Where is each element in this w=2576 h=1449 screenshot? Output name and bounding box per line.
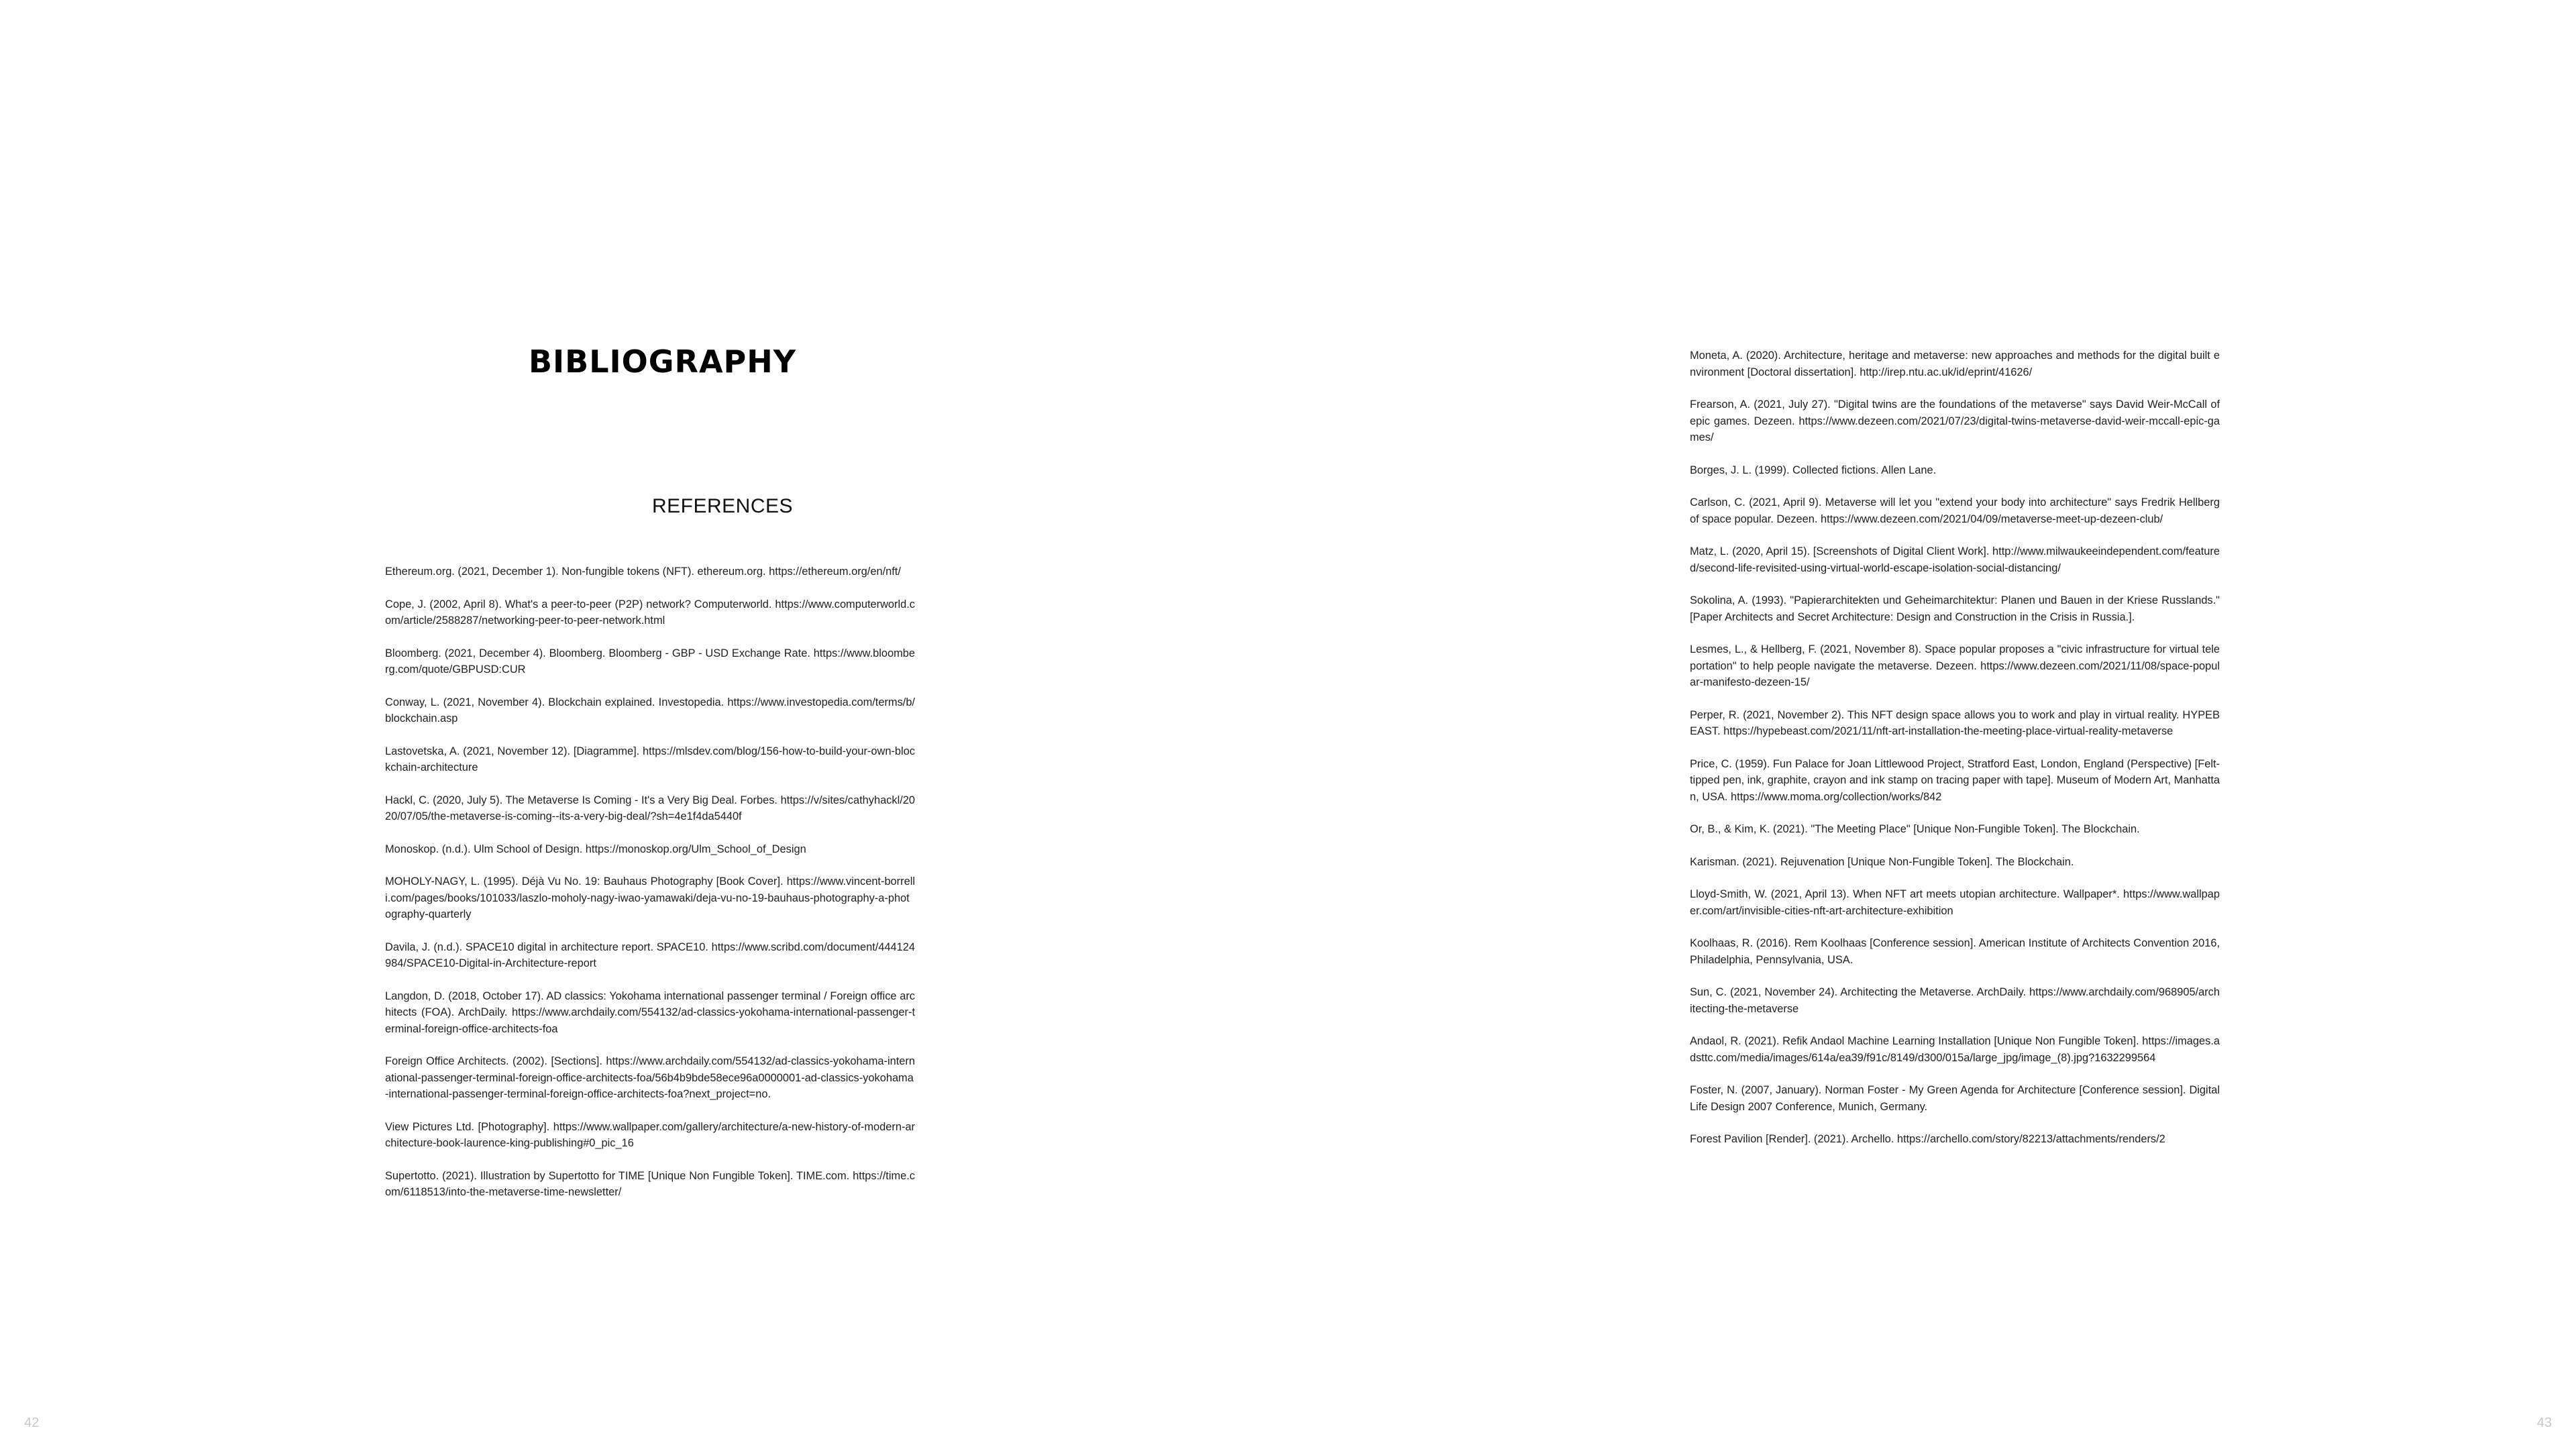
reference-item: Foster, N. (2007, January). Norman Foster - My Green Agenda for Architecture [Conference session]. Digital Life Design 2007 Conference, Munich, Germany.	[1690, 1084, 2220, 1113]
reference-item: Price, C. (1959). Fun Palace for Joan Littlewood Project, Stratford East, London, England (Perspective) [Felt-tipped pen, ink, graphite, crayon and ink stamp on tracing paper with tape]. Museum of Modern Art, Manhattan, USA. https://www.moma.org/collection/works/842	[1690, 757, 2220, 803]
reference-item: Borges, J. L. (1999). Collected fictions. Allen Lane.	[1690, 464, 1937, 476]
references-list-right	[1690, 347, 2220, 1164]
reference-item: Conway, L. (2021, November 4). Blockchain explained. Investopedia. https://www.investopedia.com/terms/b/blockchain.asp	[385, 696, 915, 724]
reference-item: Hackl, C. (2020, July 5). The Metaverse Is Coming - It's a Very Big Deal. Forbes. https://v/sites/cathyhackl/2020/07/05/the-metaverse-is-coming--its-a-very-big-deal/?sh=4e1f4da5440f	[385, 794, 915, 822]
right-page	[1288, 0, 2576, 1449]
reference-item: Lloyd-Smith, W. (2021, April 13). When NFT art meets utopian architecture. Wallpaper*. https://www.wallpaper.com/art/invisible-cities-nft-art-architecture-exhibition	[1690, 888, 2220, 917]
section-subtitle: REFERENCES	[652, 495, 794, 517]
reference-item: Koolhaas, R. (2016). Rem Koolhaas [Conference session]. American Institute of Architects Convention 2016, Philadelphia, Pennsylvania, USA.	[1690, 937, 2220, 966]
reference-item: Matz, L. (2020, April 15). [Screenshots of Digital Client Work]. http://www.milwaukeeindependent.com/featured/second-life-revisited-using-virtual-world-escape-isolation-social-distancing/	[1690, 545, 2220, 574]
reference-item: Foreign Office Architects. (2002). [Sections]. https://www.archdaily.com/554132/ad-classics-yokohama-international-passenger-terminal-foreign-office-architects-foa/56b4b9bde58ece96a0000001-ad-classics-yokohama-international-passenger-terminal-foreign-office-architects-foa?next_project=no.	[385, 1055, 915, 1100]
page-number: 42	[24, 1415, 40, 1430]
reference-item: Sokolina, A. (1993). "Papierarchitekten und Geheimarchitektur: Planen und Bauen in der Kriese Russlands." [Paper Architects and Secret Architecture: Design and Construction in the Crisis in Russia.].	[1690, 594, 2220, 623]
reference-item: Sun, C. (2021, November 24). Architecting the Metaverse. ArchDaily. https://www.archdaily.com/968905/architecting-the-metaverse	[1690, 986, 2220, 1015]
reference-item: Perper, R. (2021, November 2). This NFT design space allows you to work and play in virtual reality. HYPEBEAST. https://hypebeast.com/2021/11/nft-art-installation-the-meeting-place-virtual-reality-metaverse	[1690, 708, 2220, 737]
reference-item: Cope, J. (2002, April 8). What's a peer-to-peer (P2P) network? Computerworld. https://www.computerworld.com/article/2588287/networking-peer-to-peer-network.html	[385, 598, 915, 627]
reference-item: Carlson, C. (2021, April 9). Metaverse will let you "extend your body into architecture" says Fredrik Hellberg of space popular. Dezeen. https://www.dezeen.com/2021/04/09/metaverse-meet-up-dezeen-club/	[1690, 496, 2220, 525]
reference-item: Lesmes, L., & Hellberg, F. (2021, November 8). Space popular proposes a "civic infrastructure for virtual teleportation" to help people navigate the metaverse. Dezeen. https://www.dezeen.com/2021/11/08/space-popular-manifesto-dezeen-15/	[1690, 643, 2220, 688]
reference-item: Davila, J. (n.d.). SPACE10 digital in architecture report. SPACE10. https://www.scribd.com/document/444124984/SPACE10-Digital-in-Architecture-report	[385, 941, 915, 969]
page-number: 43	[2536, 1415, 2552, 1430]
reference-item: Lastovetska, A. (2021, November 12). [Diagramme]. https://mlsdev.com/blog/156-how-to-build-your-own-blockchain-architecture	[385, 745, 915, 773]
reference-item: Moneta, A. (2020). Architecture, heritage and metaverse: new approaches and methods for the digital built environment [Doctoral dissertation]. http://irep.ntu.ac.uk/id/eprint/41626/	[1690, 350, 2220, 378]
reference-item: Supertotto. (2021). Illustration by Supertotto for TIME [Unique Non Fungible Token]. TIME.com. https://time.com/6118513/into-the-metaverse-time-newsletter/	[385, 1169, 915, 1198]
reference-item: Karisman. (2021). Rejuvenation [Unique Non-Fungible Token]. The Blockchain.	[1690, 855, 2074, 868]
reference-item: Langdon, D. (2018, October 17). AD classics: Yokohama international passenger terminal / Foreign office architects (FOA). ArchDaily. https://www.archdaily.com/554132/ad-classics-yokohama-international-passenger-terminal-foreign-office-architects-foa	[385, 989, 915, 1035]
reference-item: View Pictures Ltd. [Photography]. https://www.wallpaper.com/gallery/architecture/a-new-history-of-modern-architecture-book-laurence-king-publishing#0_pic_16	[385, 1120, 915, 1149]
references-list-left	[385, 564, 915, 1217]
reference-item: Frearson, A. (2021, July 27). "Digital twins are the foundations of the metaverse" says David Weir-McCall of epic games. Dezeen. https://www.dezeen.com/2021/07/23/digital-twins-metaverse-david-weir-mccall-epic-games/	[1690, 398, 2220, 443]
reference-item: Andaol, R. (2021). Refik Andaol Machine Learning Installation [Unique Non Fungible Token]. https://images.adsttc.com/media/images/614a/ea39/f91c/8149/d300/015a/large_jpg/image_(8).jpg?1632299564	[1690, 1035, 2220, 1064]
reference-item: Or, B., & Kim, K. (2021). "The Meeting Place" [Unique Non-Fungible Token]. The Blockchain.	[1690, 823, 2140, 835]
reference-item: MOHOLY-NAGY, L. (1995). Déjà Vu No. 19: Bauhaus Photography [Book Cover]. https://www.vincent-borrelli.com/pages/books/101033/laszlo-moholy-nagy-iwao-yamawaki/deja-vu-no-19-bauhaus-photography-a-photography-quarterly	[385, 875, 915, 920]
reference-item: Monoskop. (n.d.). Ulm School of Design. https://monoskop.org/Ulm_School_of_Design	[385, 843, 806, 855]
reference-item: Forest Pavilion [Render]. (2021). Archello. https://archello.com/story/82213/attachments/renders/2	[1690, 1133, 2165, 1145]
reference-item: Ethereum.org. (2021, December 1). Non-fungible tokens (NFT). ethereum.org. https://ethereum.org/en/nft/	[385, 566, 901, 578]
reference-item: Bloomberg. (2021, December 4). Bloomberg. Bloomberg - GBP - USD Exchange Rate. https://www.bloomberg.com/quote/GBPUSD:CUR	[385, 647, 915, 676]
page-title: BIBLIOGRAPHY	[529, 343, 797, 380]
